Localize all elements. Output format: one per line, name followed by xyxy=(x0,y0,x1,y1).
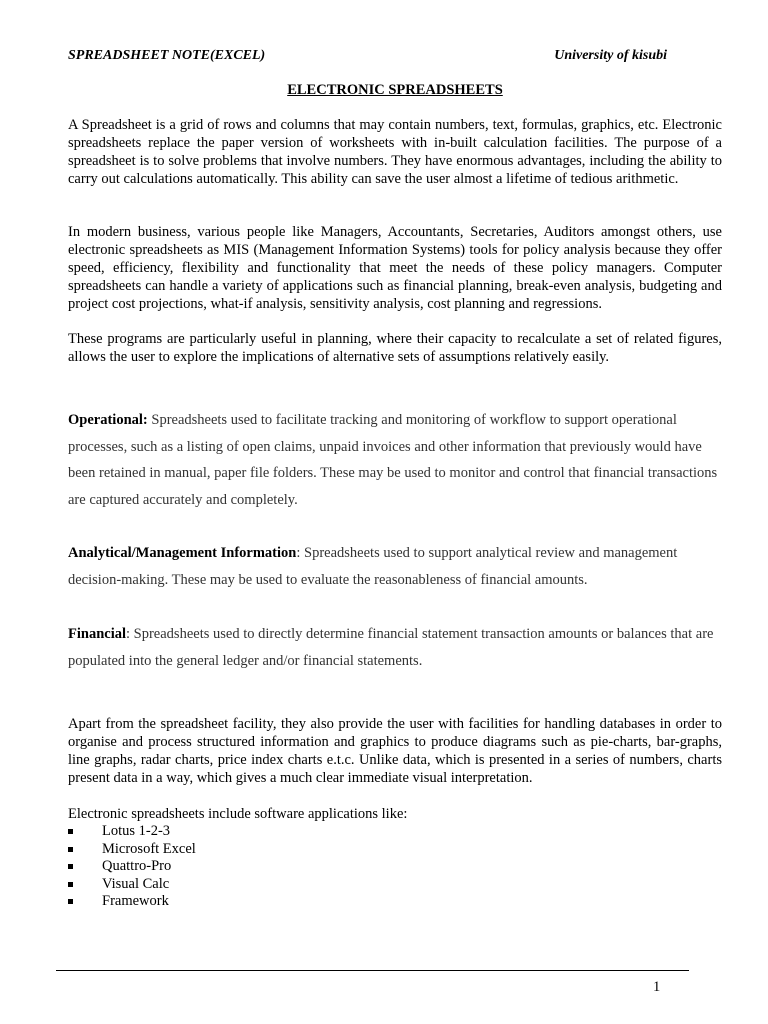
page-number: 1 xyxy=(653,979,661,995)
business-use-paragraph: In modern business, various people like Managers, Accountants, Secretaries, Auditors amongst others, use electronic spreadsheets as MIS (Management Information Systems) tools for policy analysis because they offer speed, efficiency, flexibility and functionality that meet the needs of these policy managers. Computer spreadsheets can handle a variety of applications such as financial planning, break-even analysis, budgeting and project cost projections, what-if analysis, sensitivity analysis, cost planning and regressions. xyxy=(68,224,722,312)
document-title: ELECTRONIC SPREADSHEETS xyxy=(287,82,503,98)
list-item-label: Visual Calc xyxy=(102,875,170,892)
footer-divider xyxy=(56,970,689,971)
list-item-label: Framework xyxy=(102,893,169,910)
planning-paragraph: These programs are particularly useful in planning, where their capacity to recalculate a set of related figures, allows the user to explore the implications of alternative sets of assumptions relatively easily. xyxy=(68,331,722,365)
category-term: Operational: xyxy=(68,412,148,428)
list-item-label: Lotus 1-2-3 xyxy=(102,823,171,839)
bullet-icon xyxy=(68,899,73,904)
list-item xyxy=(68,893,196,911)
list-item xyxy=(68,858,196,876)
category-description: : Spreadsheets used to support analytical review and management decision-making. These may be used to evaluate the reasonableness of financial amounts. xyxy=(68,545,678,588)
closing-paragraph: Apart from the spreadsheet facility, they also provide the user with facilities for handling databases in order to organise and process structured information and graphics to produce diagrams such as pie-charts, bar-graphs, line graphs, radar charts, price index charts e.t.c. Unlike data, which is presented in a series of numbers, charts present data in a way, which gives a much clear immediate visual interpretation. xyxy=(68,716,722,786)
applications-list xyxy=(68,823,196,911)
intro-paragraph: A Spreadsheet is a grid of rows and columns that may contain numbers, text, formulas, graphics, etc. Electronic spreadsheets replace the paper version of worksheets with in-built calculation facilities. The purpose of a spreadsheet is to solve problems that involve numbers. They have enormous advantages, including the ability to carry out calculations automatically. This ability can save the user almost a lifetime of tedious arithmetic. xyxy=(68,117,722,187)
category-financial xyxy=(68,621,722,674)
bullet-icon xyxy=(68,864,73,869)
category-description: : Spreadsheets used to directly determine financial statement transaction amounts or balances that are populated into the general ledger and/or financial statements. xyxy=(68,626,714,669)
category-term: Financial xyxy=(68,626,127,642)
category-term: Analytical/Management Information xyxy=(68,545,297,561)
category-analytical xyxy=(68,540,722,593)
list-item xyxy=(68,841,196,859)
category-description: Spreadsheets used to facilitate tracking and monitoring of workflow to support operational processes, such as a listing of open claims, unpaid invoices and other information that previously would have been retained in manual, paper file folders. These may be used to monitor and control that financial transactions are captured accurately and completely. xyxy=(68,412,718,508)
list-intro: Electronic spreadsheets include software applications like: xyxy=(68,806,408,822)
bullet-icon xyxy=(68,829,73,834)
list-item xyxy=(68,823,196,841)
category-operational xyxy=(68,407,722,513)
bullet-icon xyxy=(68,882,73,887)
header-institution: University of kisubi xyxy=(554,48,667,63)
bullet-icon xyxy=(68,847,73,852)
list-item xyxy=(68,876,196,894)
list-item-label: Quattro-Pro xyxy=(102,858,172,875)
list-item-label: Microsoft Excel xyxy=(102,840,196,857)
header-course-title: SPREADSHEET NOTE(EXCEL) xyxy=(68,48,266,63)
